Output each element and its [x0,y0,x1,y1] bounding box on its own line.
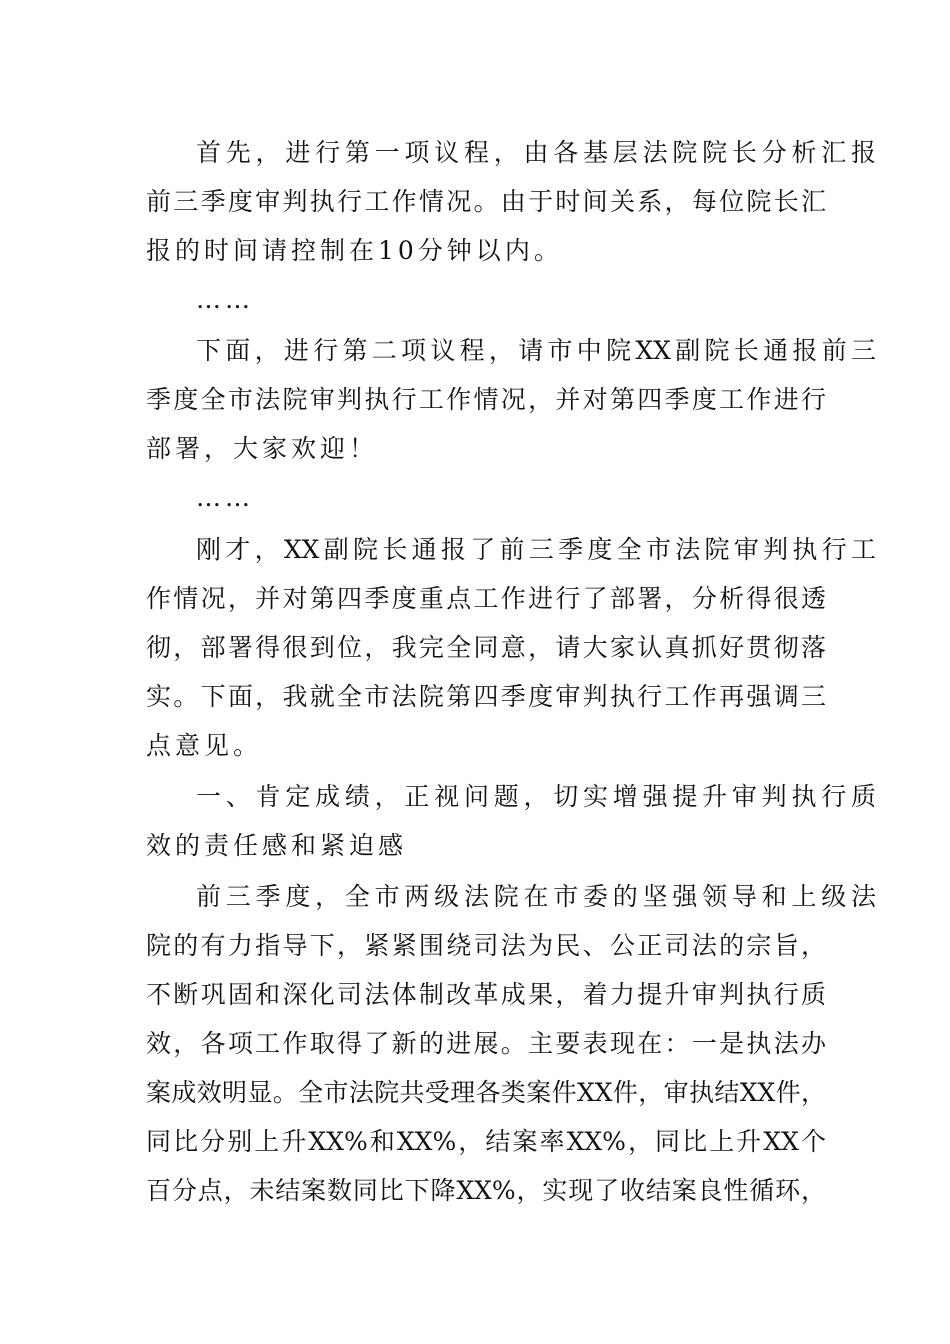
paragraph-line: 季度全市法院审判执行工作情况，并对第四季度工作进行 [146,385,826,414]
section-heading-line: 效的责任感和紧迫感 [146,831,408,860]
paragraph-line: 同比分别上升XX%和XX%，结案率XX%，同比上升XX个 [146,1127,826,1156]
paragraph-line: 前三季度审判执行工作情况。由于时间关系，每位院长汇 [146,187,826,216]
paragraph-line: 不断巩固和深化司法体制改革成果，着力提升审判执行质 [146,980,826,1009]
section-heading-line: 一、肯定成绩，正视问题，切实增强提升审判执行质 [196,782,876,811]
paragraph-line: 效，各项工作取得了新的进展。主要表现在：一是执法办 [146,1029,826,1058]
paragraph-line: 院的有力指导下，紧紧围绕司法为民、公正司法的宗旨， [146,931,826,960]
paragraph-line: 作情况，并对第四季度重点工作进行了部署，分析得很透 [146,584,826,613]
paragraph-line: 百分点，未结案数同比下降XX%，实现了收结案良性循环， [146,1176,826,1205]
paragraph-line: 实。下面，我就全市法院第四季度审判执行工作再强调三 [146,682,826,711]
paragraph-line: 彻，部署得很到位，我完全同意，请大家认真抓好贯彻落 [146,633,826,662]
paragraph-line: 部署，大家欢迎！ [146,434,379,463]
ellipsis-line: …… [196,483,254,512]
paragraph-line: 点意见。 [146,731,263,760]
paragraph-line: 案成效明显。全市法院共受理各类案件XX件，审执结XX件， [146,1078,826,1107]
paragraph-line: 报的时间请控制在10分钟以内。 [146,236,563,265]
paragraph-line: 刚才，XX副院长通报了前三季度全市法院审判执行工 [196,535,876,564]
paragraph-line: 下面，进行第二项议程，请市中院XX副院长通报前三 [196,336,876,365]
paragraph-line: 首先，进行第一项议程，由各基层法院院长分析汇报 [196,138,876,167]
paragraph-line: 前三季度，全市两级法院在市委的坚强领导和上级法 [196,882,876,911]
ellipsis-line: …… [196,285,254,314]
